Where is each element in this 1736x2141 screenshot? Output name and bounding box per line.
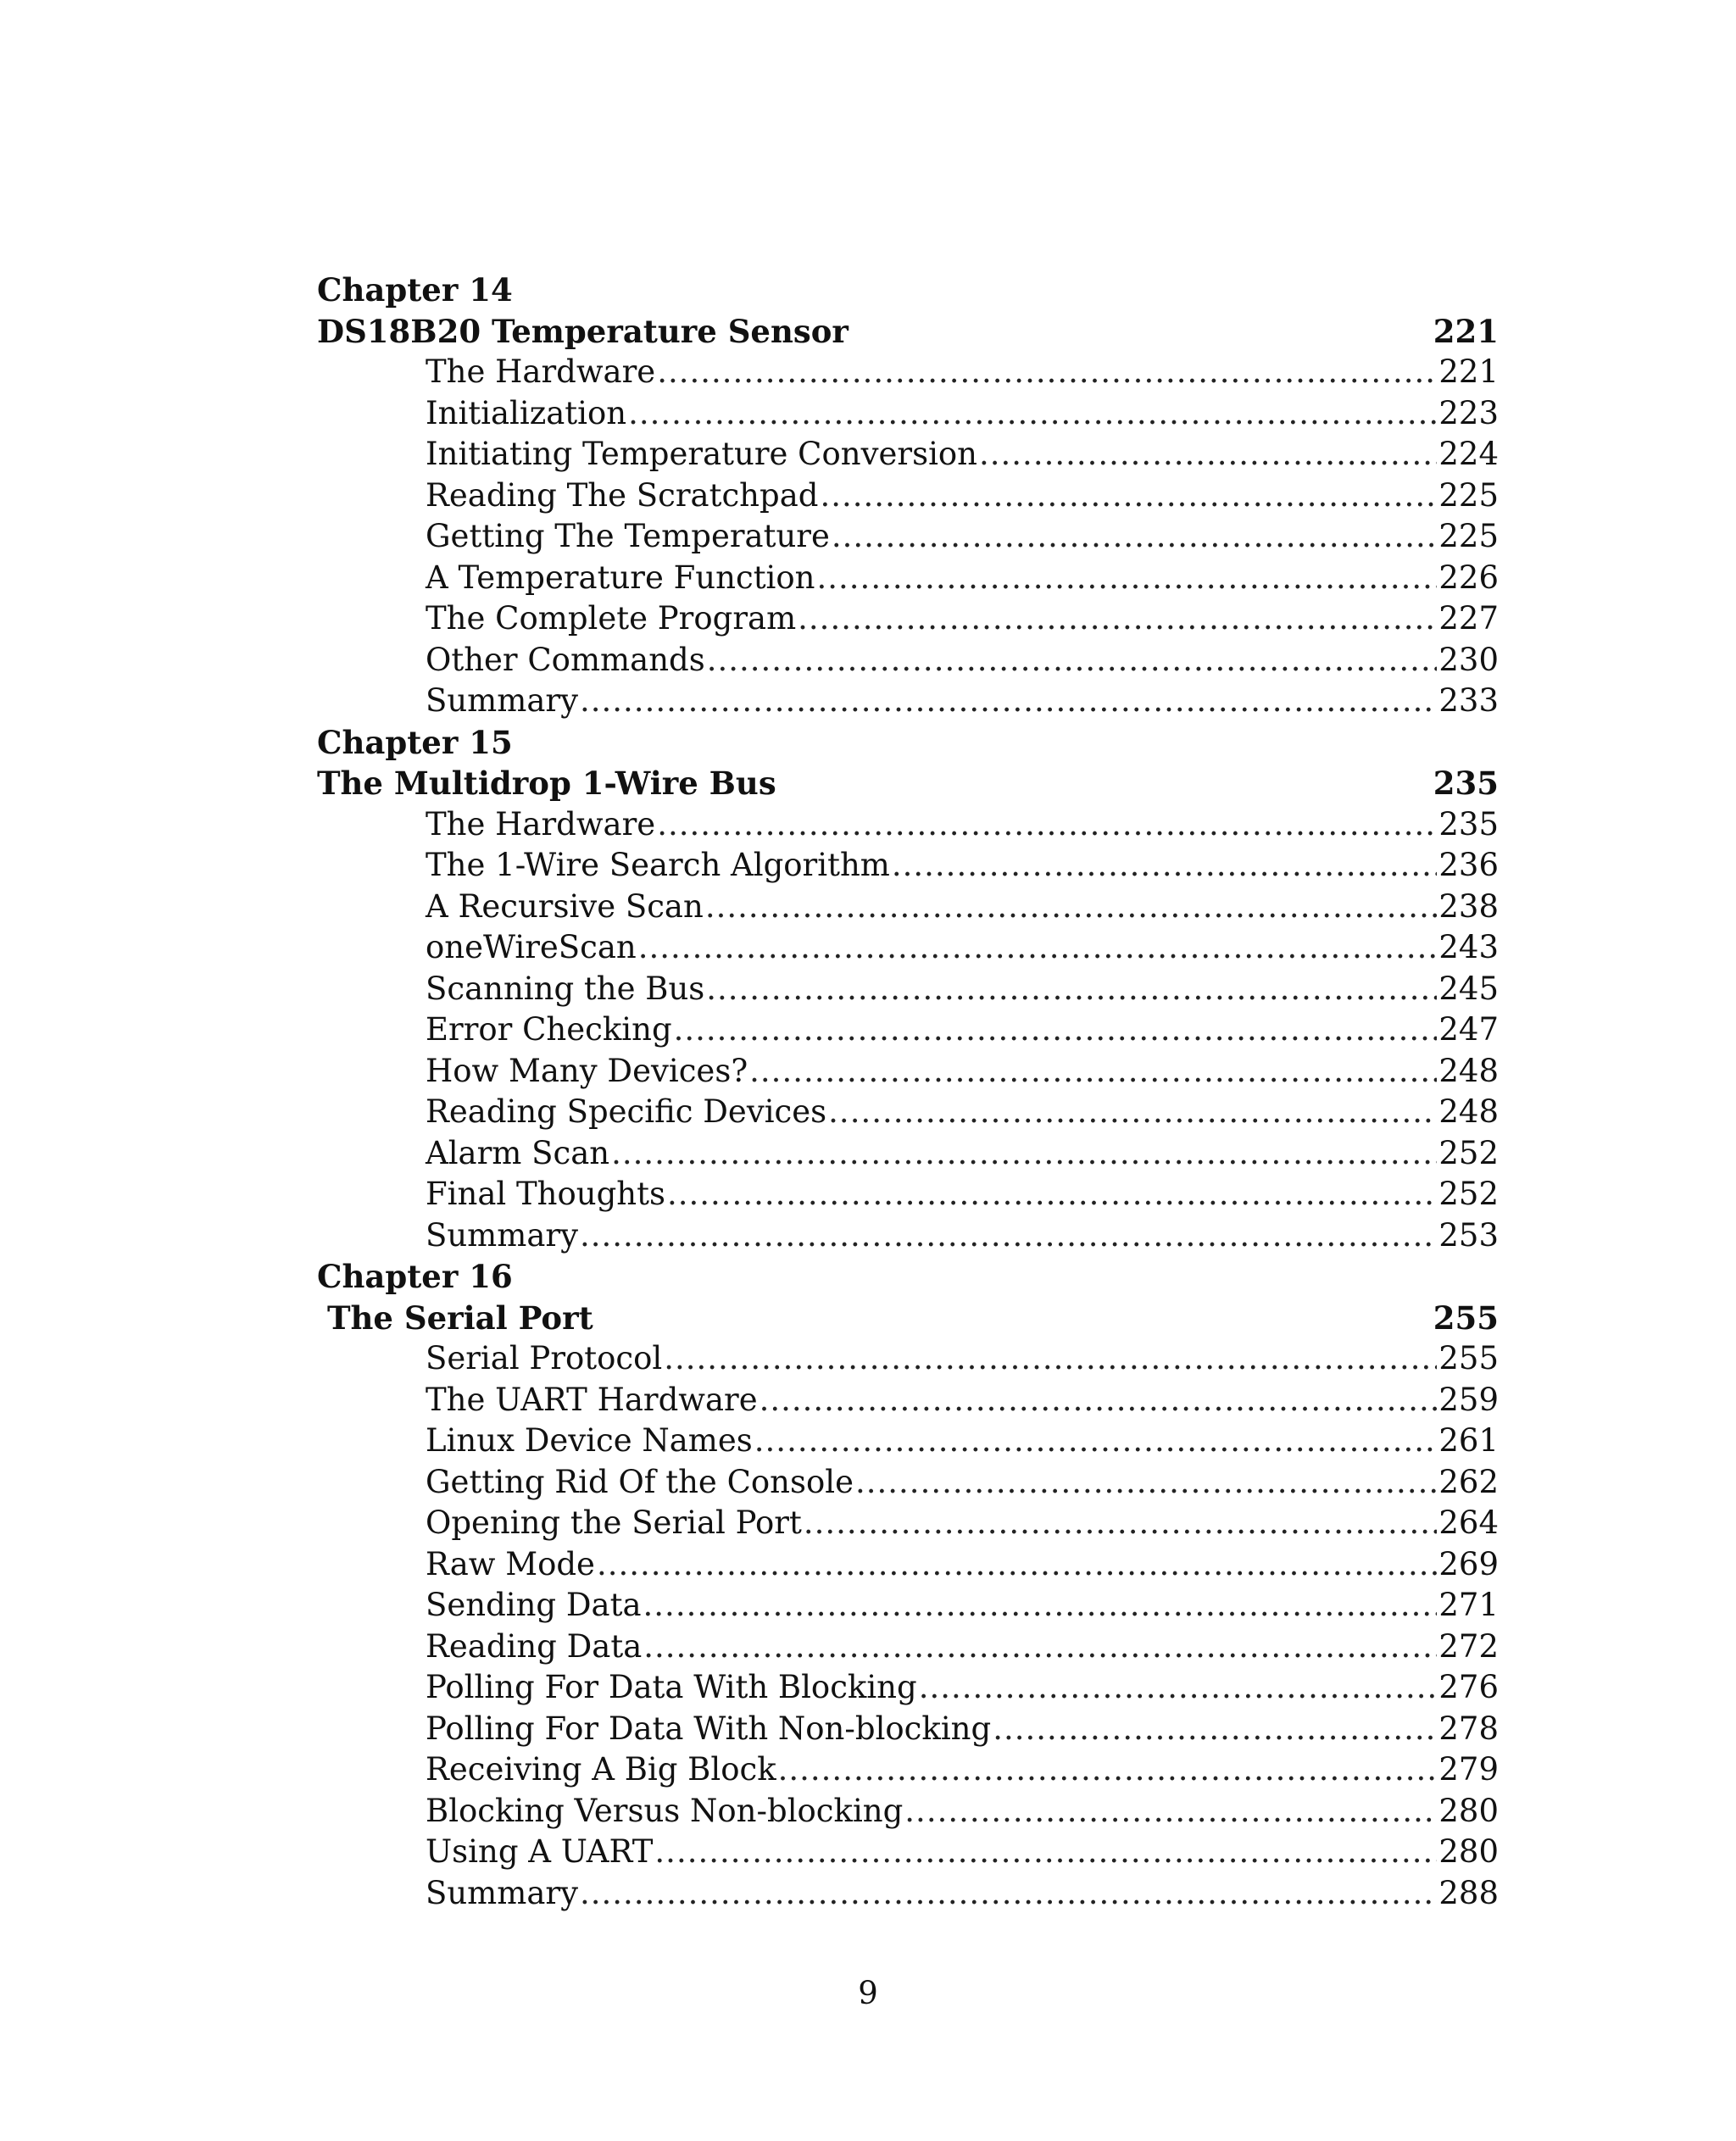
dot-leader bbox=[580, 681, 1437, 722]
toc-entry-title: The Complete Program bbox=[426, 600, 797, 637]
toc-entry[interactable] bbox=[317, 1092, 1499, 1133]
dot-leader bbox=[993, 1709, 1437, 1750]
toc-entry-title: Sending Data bbox=[426, 1587, 642, 1623]
toc-entry-title: Blocking Versus Non-blocking bbox=[426, 1792, 904, 1829]
dot-leader bbox=[778, 1749, 1438, 1791]
dot-leader bbox=[657, 352, 1437, 393]
toc-entry[interactable] bbox=[317, 681, 1499, 722]
toc-entry-title: Getting Rid Of the Console bbox=[426, 1463, 854, 1500]
toc-entry[interactable] bbox=[317, 1215, 1499, 1257]
toc-entry-page-number: 262 bbox=[1438, 1463, 1499, 1500]
chapter-label: Chapter 16 bbox=[317, 1258, 513, 1295]
toc-entry-title: Raw Mode bbox=[426, 1545, 595, 1582]
toc-entry-title: Initialization bbox=[426, 394, 627, 431]
toc-entry-title: Serial Protocol bbox=[426, 1340, 663, 1376]
chapter-title-row[interactable] bbox=[317, 763, 1499, 804]
toc-entry-title: Other Commands bbox=[426, 641, 705, 678]
toc-entry-page-number: 225 bbox=[1438, 518, 1499, 554]
toc-entry[interactable] bbox=[317, 598, 1499, 640]
toc-entry[interactable] bbox=[317, 1832, 1499, 1873]
toc-entry[interactable] bbox=[317, 1544, 1499, 1586]
chapter-title-row[interactable] bbox=[317, 1298, 1499, 1339]
chapter-label: Chapter 14 bbox=[317, 271, 513, 309]
dot-leader bbox=[892, 845, 1438, 887]
dot-leader bbox=[820, 475, 1437, 517]
toc-entry-title: How Many Devices? bbox=[426, 1052, 748, 1089]
dot-leader bbox=[919, 1667, 1438, 1709]
dot-leader bbox=[611, 1133, 1437, 1175]
toc-entry-page-number: 233 bbox=[1438, 682, 1499, 719]
toc-entry-title: Polling For Data With Non-blocking bbox=[426, 1710, 992, 1747]
toc-entry-page-number: 280 bbox=[1438, 1833, 1499, 1870]
toc-entry-title: Alarm Scan bbox=[426, 1134, 610, 1171]
chapter-title: The Multidrop 1-Wire Bus bbox=[317, 765, 776, 802]
chapter-title: The Serial Port bbox=[327, 1299, 593, 1337]
toc-entry[interactable] bbox=[317, 1174, 1499, 1215]
toc-entry-page-number: 227 bbox=[1438, 600, 1499, 637]
dot-leader bbox=[597, 1544, 1437, 1586]
toc-entry-title: Linux Device Names bbox=[426, 1422, 753, 1459]
toc-entry-title: A Recursive Scan bbox=[426, 887, 704, 925]
toc-entry[interactable] bbox=[317, 516, 1499, 558]
toc-entry[interactable] bbox=[317, 1338, 1499, 1380]
toc-entry[interactable] bbox=[317, 1503, 1499, 1544]
dot-leader bbox=[828, 1092, 1437, 1133]
toc-entry-page-number: 252 bbox=[1438, 1134, 1499, 1171]
dot-leader bbox=[667, 1174, 1437, 1215]
dot-leader bbox=[855, 1462, 1437, 1504]
dot-leader bbox=[904, 1791, 1437, 1832]
toc-entry-page-number: 288 bbox=[1438, 1874, 1499, 1911]
dot-leader bbox=[707, 640, 1438, 681]
toc-entry-title: The Hardware bbox=[426, 353, 656, 390]
dot-leader bbox=[580, 1873, 1437, 1915]
chapter-page-number: 255 bbox=[1433, 1299, 1499, 1337]
toc-entry-title: Opening the Serial Port bbox=[426, 1504, 802, 1541]
toc-entry-page-number: 245 bbox=[1438, 970, 1499, 1007]
toc-entry-page-number: 269 bbox=[1438, 1545, 1499, 1582]
toc-entry[interactable] bbox=[317, 558, 1499, 599]
dot-leader bbox=[798, 598, 1437, 640]
toc-entry[interactable] bbox=[317, 475, 1499, 517]
toc-entry[interactable] bbox=[317, 1627, 1499, 1668]
dot-leader bbox=[654, 1832, 1437, 1873]
toc-entry-page-number: 276 bbox=[1438, 1669, 1499, 1705]
toc-entry-page-number: 255 bbox=[1438, 1340, 1499, 1376]
toc-entry[interactable] bbox=[317, 1749, 1499, 1791]
toc-entry[interactable] bbox=[317, 1462, 1499, 1504]
toc-entry-title: Final Thoughts bbox=[426, 1176, 665, 1212]
page-number: 9 bbox=[858, 1975, 878, 2011]
toc-entry-page-number: 225 bbox=[1438, 476, 1499, 514]
toc-entry-page-number: 248 bbox=[1438, 1052, 1499, 1089]
dot-leader bbox=[643, 1585, 1438, 1627]
toc-entry-title: Error Checking bbox=[426, 1011, 672, 1048]
toc-entry-page-number: 280 bbox=[1438, 1792, 1499, 1829]
toc-entry[interactable] bbox=[317, 1791, 1499, 1832]
toc-entry-title: Reading Specific Devices bbox=[426, 1093, 827, 1130]
toc-entry-page-number: 230 bbox=[1438, 641, 1499, 678]
toc-entry-page-number: 252 bbox=[1438, 1176, 1499, 1212]
toc-entry[interactable] bbox=[317, 804, 1499, 846]
toc-entry[interactable] bbox=[317, 393, 1499, 435]
dot-leader bbox=[817, 558, 1438, 599]
toc-entry-page-number: 247 bbox=[1438, 1011, 1499, 1048]
toc-entry-page-number: 261 bbox=[1438, 1422, 1499, 1459]
toc-entry[interactable] bbox=[317, 1709, 1499, 1750]
dot-leader bbox=[760, 1380, 1438, 1421]
toc-entry-page-number: 278 bbox=[1438, 1710, 1499, 1747]
toc-entry-page-number: 248 bbox=[1438, 1093, 1499, 1130]
toc-entry-page-number: 271 bbox=[1438, 1587, 1499, 1623]
dot-leader bbox=[804, 1503, 1438, 1544]
dot-leader bbox=[979, 434, 1437, 475]
toc-entry-page-number: 264 bbox=[1438, 1504, 1499, 1541]
dot-leader bbox=[580, 1215, 1437, 1257]
dot-leader bbox=[754, 1421, 1438, 1462]
toc-entry[interactable] bbox=[317, 1051, 1499, 1093]
dot-leader bbox=[832, 516, 1438, 558]
chapter-page-number: 235 bbox=[1433, 765, 1499, 802]
toc-entry[interactable] bbox=[317, 887, 1499, 928]
dot-leader bbox=[643, 1627, 1437, 1668]
toc-entry[interactable] bbox=[317, 434, 1499, 475]
toc-entry[interactable] bbox=[317, 1585, 1499, 1627]
dot-leader bbox=[664, 1338, 1437, 1380]
table-of-contents bbox=[317, 270, 1499, 1914]
dot-leader bbox=[628, 393, 1437, 435]
chapter-title: DS18B20 Temperature Sensor bbox=[317, 312, 849, 350]
toc-entry[interactable] bbox=[317, 927, 1499, 969]
dot-leader bbox=[638, 927, 1438, 969]
toc-entry-page-number: 243 bbox=[1438, 929, 1499, 965]
toc-entry-title: The Hardware bbox=[426, 805, 656, 842]
toc-entry[interactable] bbox=[317, 845, 1499, 887]
toc-entry-title: Reading Data bbox=[426, 1627, 643, 1665]
dot-leader bbox=[706, 969, 1437, 1010]
toc-entry-title: Scanning the Bus bbox=[426, 970, 705, 1007]
toc-entry-page-number: 236 bbox=[1438, 847, 1499, 883]
toc-entry-page-number: 235 bbox=[1438, 805, 1499, 842]
toc-entry-title: oneWireScan bbox=[426, 929, 637, 965]
toc-entry[interactable] bbox=[317, 1421, 1499, 1462]
dot-leader bbox=[657, 804, 1437, 846]
toc-entry-title: Summary bbox=[426, 1216, 578, 1254]
toc-entry-page-number: 253 bbox=[1438, 1216, 1499, 1254]
dot-leader bbox=[674, 1009, 1438, 1051]
toc-entry-page-number: 279 bbox=[1438, 1751, 1499, 1788]
toc-entry-title: A Temperature Function bbox=[426, 559, 815, 596]
toc-entry-title: Reading The Scratchpad bbox=[426, 476, 819, 514]
toc-entry-title: The UART Hardware bbox=[426, 1381, 758, 1418]
toc-entry-title: Summary bbox=[426, 1874, 578, 1911]
toc-entry-title: Initiating Temperature Conversion bbox=[426, 436, 978, 472]
toc-entry[interactable] bbox=[317, 352, 1499, 393]
toc-entry[interactable] bbox=[317, 1133, 1499, 1175]
toc-entry-title: Using A UART bbox=[426, 1833, 654, 1870]
toc-entry-title: The 1-Wire Search Algorithm bbox=[426, 847, 890, 883]
dot-leader bbox=[749, 1051, 1437, 1093]
chapter-page-number: 221 bbox=[1433, 312, 1499, 350]
toc-entry[interactable] bbox=[317, 1873, 1499, 1915]
toc-entry[interactable] bbox=[317, 1380, 1499, 1421]
toc-entry-page-number: 259 bbox=[1438, 1381, 1499, 1418]
toc-entry-page-number: 272 bbox=[1438, 1627, 1499, 1665]
toc-entry-page-number: 238 bbox=[1438, 887, 1499, 925]
toc-entry-page-number: 221 bbox=[1438, 353, 1499, 390]
toc-entry-page-number: 226 bbox=[1438, 559, 1499, 596]
toc-entry-page-number: 223 bbox=[1438, 394, 1499, 431]
dot-leader bbox=[705, 887, 1438, 928]
toc-entry-title: Receiving A Big Block bbox=[426, 1751, 776, 1788]
toc-entry[interactable] bbox=[317, 640, 1499, 681]
toc-entry-page-number: 224 bbox=[1438, 436, 1499, 472]
toc-entry[interactable] bbox=[317, 969, 1499, 1010]
toc-entry[interactable] bbox=[317, 1009, 1499, 1051]
toc-entry[interactable] bbox=[317, 1667, 1499, 1709]
toc-entry-title: Getting The Temperature bbox=[426, 518, 830, 554]
chapter-label: Chapter 15 bbox=[317, 723, 513, 761]
chapter-title-row[interactable] bbox=[317, 311, 1499, 353]
toc-entry-title: Summary bbox=[426, 682, 578, 719]
toc-entry-title: Polling For Data With Blocking bbox=[426, 1669, 917, 1705]
